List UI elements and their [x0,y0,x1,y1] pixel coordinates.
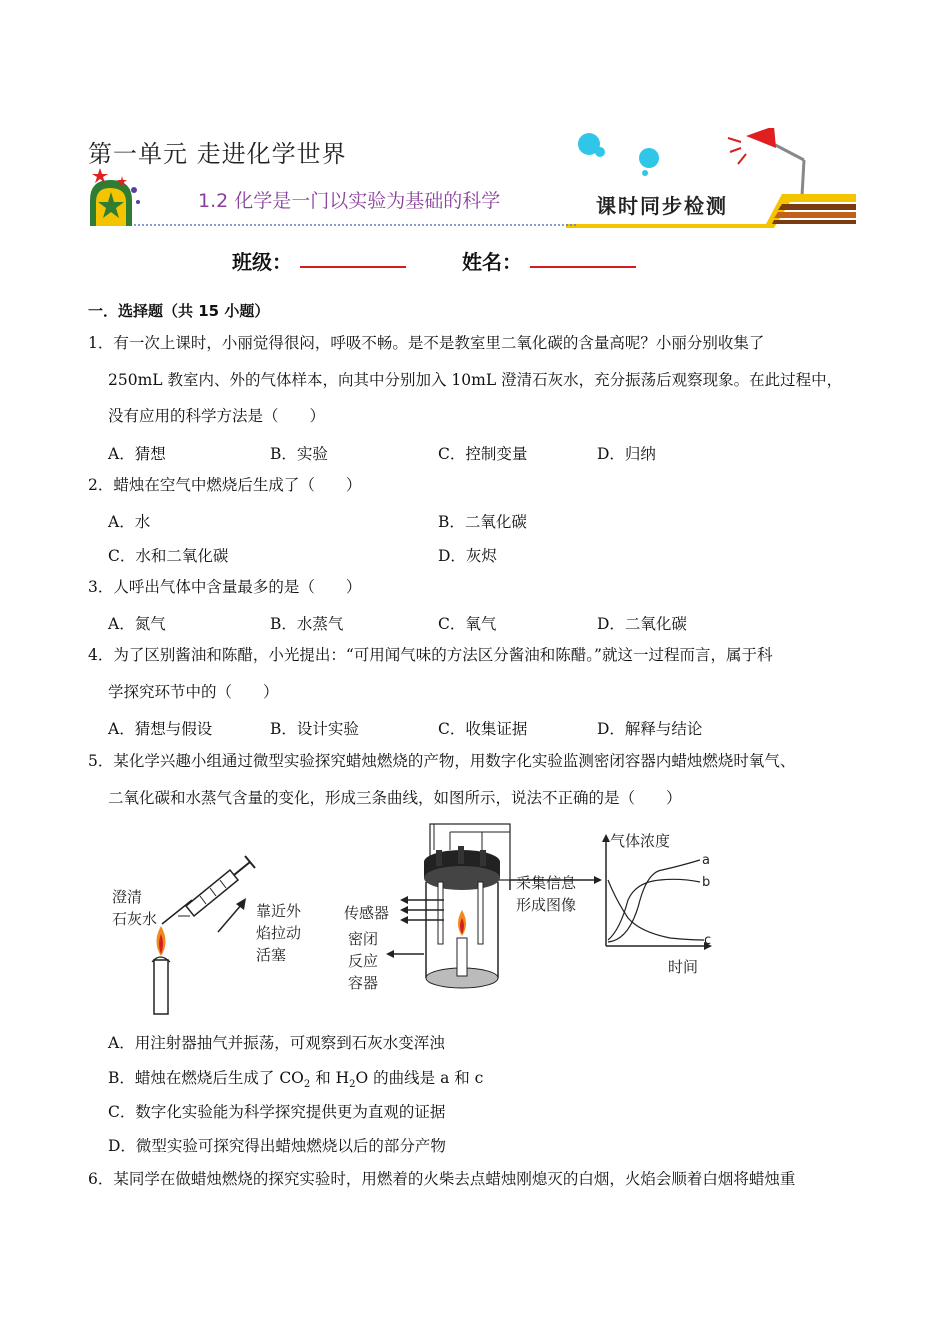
option-c[interactable]: C．控制变量 [438,445,528,463]
option-a[interactable]: A．水 [108,513,151,531]
question-5 [88,742,878,780]
lesson-title: 1.2 化学是一门以实验为基础的科学 [198,190,501,212]
option-a[interactable]: A．氮气 [108,615,166,633]
option-b[interactable] [108,1066,483,1090]
option-a[interactable]: A．猜想 [108,445,166,463]
name-label: 姓名： [462,250,522,274]
subscript: 2 [349,1079,356,1091]
question-number: 1． [88,334,114,352]
question-3 [88,568,878,606]
curve-a-label: a [702,853,710,868]
option-b[interactable]: B．实验 [270,445,328,463]
bubble-icon [595,147,605,157]
question-2 [88,466,878,504]
question-1 [88,324,878,362]
section-title: 一．选择题（共 15 小题） [88,302,270,320]
question-text-line: 250mL 教室内、外的气体样本，向其中分别加入 10mL 澄清石灰水，充分振荡后观察现象。在此过程中， [108,371,843,389]
limewater-label: 澄清 [112,888,143,906]
option-d[interactable]: D．微型实验可探究得出蜡烛燃烧以后的部分产物 [108,1137,446,1155]
question-number: 3． [88,578,114,596]
option-d[interactable]: D．灰烬 [438,547,497,565]
lamp-icon [728,128,804,196]
star-badge-icon [90,168,140,226]
sensor-label: 传感器 [344,904,390,922]
sealed-container-icon [424,824,510,988]
question-text-line: 没有应用的科学方法是（ ） [108,407,326,425]
pull-instruction-label: 活塞 [256,946,287,964]
container-label: 反应 [348,952,379,970]
y-axis-label: 气体浓度 [610,832,671,850]
x-axis-label: 时间 [668,958,699,976]
header-banner [86,128,856,232]
curve-b-label: b [702,875,711,890]
pull-instruction-label: 焰拉动 [256,924,302,942]
experiment-figure [100,820,740,1020]
bubble-icon [639,148,659,168]
container-label: 容器 [348,974,379,992]
question-text: 某同学在做蜡烛燃烧的探究实验时，用燃着的火柴去点蜡烛刚熄灭的白烟，火焰会顺着白烟将蜡烛重 [113,1170,796,1188]
question-text: 有一次上课时，小丽觉得很闷，呼吸不畅。是不是教室里二氧化碳的含量高呢？小丽分别收集了 [113,334,765,352]
question-4 [88,636,878,674]
class-field[interactable] [300,266,406,268]
name-field[interactable] [530,266,636,268]
question-number: 5． [88,752,114,770]
option-a[interactable]: A．用注射器抽气并振荡，可观察到石灰水变浑浊 [108,1034,445,1052]
candle-icon [152,926,170,1014]
curve-a [608,860,700,942]
class-label: 班级： [232,250,292,274]
option-c[interactable]: C．水和二氧化碳 [108,547,229,565]
collect-label: 形成图像 [516,896,577,914]
question-number: 6． [88,1170,114,1188]
syringe-icon [162,856,255,924]
question-text: 为了区别酱油和陈醋，小光提出：“可用闻气味的方法区分酱油和陈醋。”就这一过程而言，属于科 [113,646,773,664]
question-text-line: 二氧化碳和水蒸气含量的变化，形成三条曲线，如图所示，说法不正确的是（ ） [108,789,682,807]
curve-c-label: c [704,933,712,948]
option-c[interactable]: C．收集证据 [438,720,528,738]
option-text: B．蜡烛在燃烧后生成了 CO [108,1069,304,1087]
option-d[interactable]: D．归纳 [597,445,656,463]
curve-b [608,879,700,940]
subscript: 2 [303,1079,311,1091]
option-a[interactable]: A．猜想与假设 [108,720,213,738]
option-b[interactable]: B．设计实验 [270,720,359,738]
option-text: O 的曲线是 a 和 c [355,1069,484,1087]
question-text-line: 学探究环节中的（ ） [108,683,279,701]
pull-instruction-label: 靠近外 [256,902,302,920]
bubble-icon [642,170,648,176]
option-d[interactable]: D．二氧化碳 [597,615,687,633]
question-number: 4． [88,646,114,664]
concentration-chart [602,832,712,976]
question-text: 某化学兴趣小组通过微型实验探究蜡烛燃烧的产物，用数字化实验监测密闭容器内蜡烛燃烧时氧气、 [113,752,796,770]
question-6 [88,1160,878,1198]
curve-c [608,880,704,940]
question-text: 蜡烛在空气中燃烧后生成了（ ） [113,476,362,494]
option-text: 和 H [310,1069,350,1087]
option-c[interactable]: C．氧气 [438,615,497,633]
option-b[interactable]: B．水蒸气 [270,615,344,633]
unit-title: 第一单元 走进化学世界 [88,140,347,168]
question-number: 2． [88,476,114,494]
sync-title: 课时同步检测 [596,194,728,218]
option-d[interactable]: D．解释与结论 [597,720,703,738]
limewater-label: 石灰水 [112,910,158,928]
option-c[interactable]: C．数字化实验能为科学探究提供更为直观的证据 [108,1103,446,1121]
collect-label: 采集信息 [516,874,577,892]
question-text: 人呼出气体中含量最多的是（ ） [113,578,362,596]
option-b[interactable]: B．二氧化碳 [438,513,527,531]
container-label: 密闭 [348,930,379,948]
